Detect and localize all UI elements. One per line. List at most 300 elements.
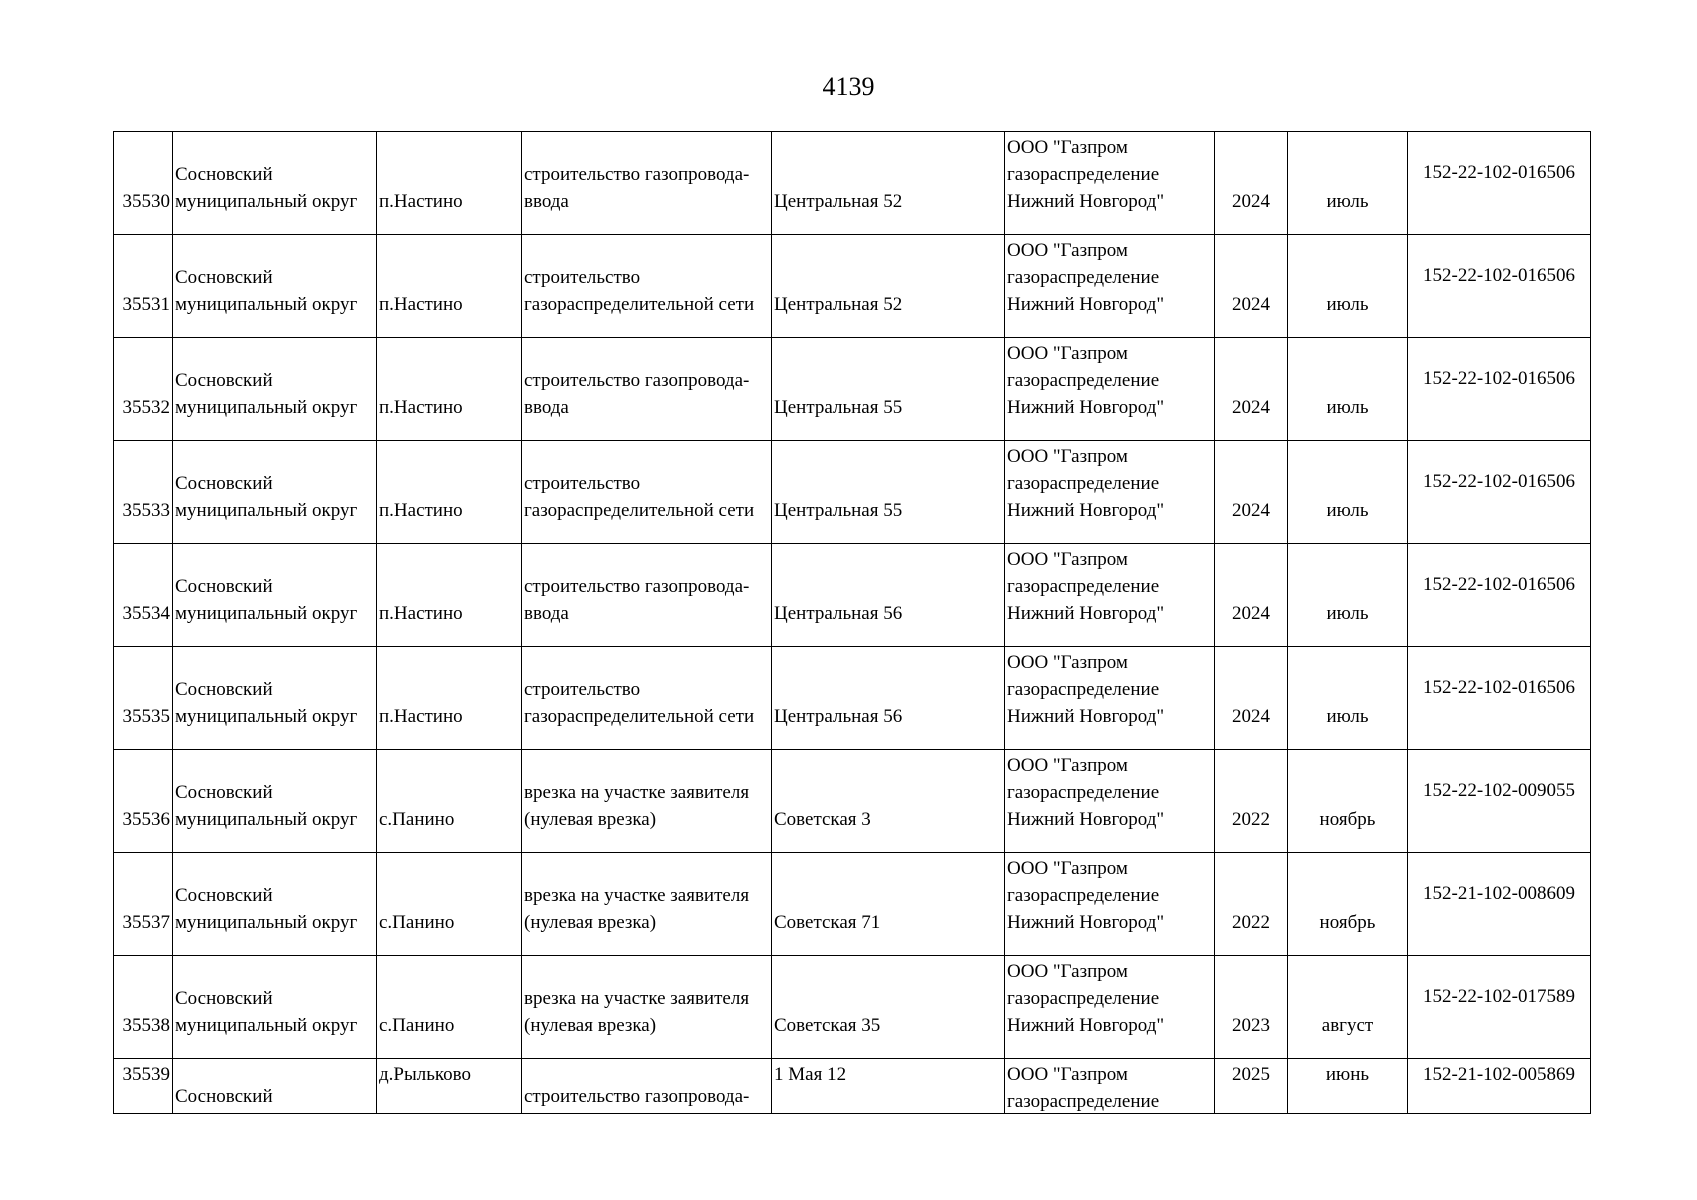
- cell-work-line: (нулевая врезка): [524, 912, 657, 933]
- cell-org-line: ООО "Газпром: [1007, 652, 1128, 673]
- cell-address: [772, 235, 1005, 338]
- cell-work-line: строительство газопровода-: [524, 164, 750, 185]
- cell-address-line: 1 Мая 12: [774, 1064, 847, 1085]
- cell-district: [173, 441, 377, 544]
- table-row: [114, 956, 1591, 1059]
- cell-address-text: [774, 806, 1002, 833]
- cell-locality-line: с.Панино: [379, 1015, 455, 1036]
- cell-locality-line: д.Рыльково: [379, 1064, 472, 1085]
- cell-id: [114, 647, 173, 750]
- table-row: [114, 647, 1591, 750]
- cell-code-text: [1410, 1061, 1588, 1088]
- cell-code: [1408, 338, 1591, 441]
- cell-address-line: Центральная 52: [774, 191, 903, 212]
- cell-locality-text: [379, 909, 519, 936]
- cell-org-line: ООО "Газпром: [1007, 961, 1128, 982]
- cell-org-line: Нижний Новгород": [1007, 1015, 1165, 1036]
- cell-month: [1288, 853, 1408, 956]
- cell-address: [772, 1059, 1005, 1114]
- page-number: 4139: [822, 72, 875, 101]
- cell-org-line: ООО "Газпром: [1007, 549, 1128, 570]
- cell-month-line: июнь: [1325, 1064, 1370, 1085]
- cell-id: [114, 544, 173, 647]
- cell-id: [114, 1059, 173, 1114]
- cell-org-text: [1007, 443, 1212, 524]
- cell-district-text: [175, 779, 374, 833]
- cell-id-line: 35539: [122, 1064, 170, 1085]
- cell-work: [522, 441, 772, 544]
- cell-year-text: [1217, 394, 1285, 421]
- table-row: [114, 441, 1591, 544]
- cell-id-text: [116, 394, 170, 421]
- cell-id: [114, 956, 173, 1059]
- cell-locality: [377, 1059, 522, 1114]
- cell-org-text: [1007, 134, 1212, 215]
- cell-year-text: [1217, 806, 1285, 833]
- cell-code: [1408, 441, 1591, 544]
- cell-month-text: [1290, 600, 1405, 627]
- cell-id: [114, 235, 173, 338]
- cell-district-text: [175, 161, 374, 215]
- cell-year-line: 2024: [1232, 500, 1270, 521]
- cell-district-line: Сосновский: [175, 267, 273, 288]
- cell-month-line: июль: [1326, 603, 1369, 624]
- cell-work: [522, 338, 772, 441]
- cell-district-line: Сосновский: [175, 885, 273, 906]
- cell-district-text: [175, 470, 374, 524]
- cell-district-line: Сосновский: [175, 782, 273, 803]
- cell-work-text: [524, 161, 769, 215]
- cell-org-line: газораспределение: [1007, 370, 1160, 391]
- cell-code-line: 152-22-102-016506: [1423, 265, 1575, 286]
- cell-locality-text: [379, 291, 519, 318]
- cell-work-text: [524, 264, 769, 318]
- cell-district-line: Сосновский: [175, 1086, 273, 1107]
- cell-district-text: [175, 985, 374, 1039]
- cell-org-line: газораспределение: [1007, 473, 1160, 494]
- cell-work: [522, 544, 772, 647]
- cell-locality: [377, 750, 522, 853]
- cell-month: [1288, 956, 1408, 1059]
- cell-locality-line: п.Настино: [379, 603, 463, 624]
- cell-work-text: [524, 882, 769, 936]
- cell-locality: [377, 647, 522, 750]
- cell-org-text: [1007, 237, 1212, 318]
- cell-org-line: Нижний Новгород": [1007, 706, 1165, 727]
- cell-locality-text: [379, 188, 519, 215]
- cell-work-line: (нулевая врезка): [524, 1015, 657, 1036]
- cell-org-line: Нижний Новгород": [1007, 809, 1165, 830]
- cell-month-text: [1290, 291, 1405, 318]
- cell-id-text: [116, 291, 170, 318]
- cell-org-line: ООО "Газпром: [1007, 1064, 1128, 1085]
- cell-district-line: Сосновский: [175, 988, 273, 1009]
- cell-id-line: 35532: [122, 397, 170, 418]
- cell-id-text: [116, 188, 170, 215]
- cell-month: [1288, 750, 1408, 853]
- cell-district-line: муниципальный округ: [175, 397, 358, 418]
- cell-org: [1005, 132, 1215, 235]
- cell-org: [1005, 956, 1215, 1059]
- cell-address-text: [774, 600, 1002, 627]
- cell-locality-line: с.Панино: [379, 912, 455, 933]
- cell-work-line: ввода: [524, 397, 569, 418]
- cell-locality-line: п.Настино: [379, 191, 463, 212]
- table-row: [114, 750, 1591, 853]
- cell-year-line: 2023: [1232, 1015, 1270, 1036]
- cell-year-text: [1217, 600, 1285, 627]
- cell-code-text: [1410, 159, 1588, 186]
- cell-address: [772, 338, 1005, 441]
- cell-district-text: [175, 367, 374, 421]
- cell-district-line: Сосновский: [175, 164, 273, 185]
- cell-locality: [377, 853, 522, 956]
- cell-locality-text: [379, 806, 519, 833]
- cell-year-line: 2024: [1232, 397, 1270, 418]
- cell-org-line: ООО "Газпром: [1007, 343, 1128, 364]
- cell-district: [173, 338, 377, 441]
- cell-work-text: [524, 779, 769, 833]
- cell-district-line: Сосновский: [175, 679, 273, 700]
- cell-year: [1215, 647, 1288, 750]
- cell-district: [173, 544, 377, 647]
- cell-locality: [377, 338, 522, 441]
- cell-work-line: строительство газопровода-: [524, 576, 750, 597]
- cell-district-line: муниципальный округ: [175, 912, 358, 933]
- cell-id: [114, 750, 173, 853]
- cell-id-line: 35536: [122, 809, 170, 830]
- cell-org: [1005, 235, 1215, 338]
- registry-table: [113, 131, 1591, 1114]
- cell-locality-text: [379, 600, 519, 627]
- cell-month: [1288, 441, 1408, 544]
- cell-org-line: Нижний Новгород": [1007, 912, 1165, 933]
- cell-code: [1408, 647, 1591, 750]
- cell-code-line: 152-22-102-016506: [1423, 368, 1575, 389]
- cell-address: [772, 132, 1005, 235]
- cell-code: [1408, 132, 1591, 235]
- cell-work-line: газораспределительной сети: [524, 294, 755, 315]
- cell-org-line: газораспределение: [1007, 782, 1160, 803]
- cell-org-text: [1007, 958, 1212, 1039]
- cell-district-text: [175, 264, 374, 318]
- cell-month-text: [1290, 497, 1405, 524]
- cell-org: [1005, 338, 1215, 441]
- cell-locality-line: п.Настино: [379, 706, 463, 727]
- cell-month-line: июль: [1326, 397, 1369, 418]
- cell-address-line: Советская 71: [774, 912, 881, 933]
- cell-code-line: 152-22-102-016506: [1423, 162, 1575, 183]
- cell-year-text: [1217, 188, 1285, 215]
- cell-code-text: [1410, 983, 1588, 1010]
- cell-district: [173, 647, 377, 750]
- cell-id-text: [116, 806, 170, 833]
- cell-work-text: [524, 573, 769, 627]
- table-row: [114, 853, 1591, 956]
- cell-address-text: [774, 1012, 1002, 1039]
- cell-district-text: [175, 882, 374, 936]
- cell-work: [522, 647, 772, 750]
- cell-address-line: Центральная 55: [774, 500, 903, 521]
- cell-id: [114, 441, 173, 544]
- cell-month-line: август: [1321, 1015, 1374, 1036]
- cell-address: [772, 750, 1005, 853]
- cell-year-line: 2022: [1232, 809, 1270, 830]
- cell-org: [1005, 441, 1215, 544]
- cell-org-line: ООО "Газпром: [1007, 858, 1128, 879]
- cell-work-line: строительство: [524, 473, 641, 494]
- cell-code: [1408, 544, 1591, 647]
- cell-org-line: Нижний Новгород": [1007, 603, 1165, 624]
- cell-work-line: строительство: [524, 267, 641, 288]
- cell-work: [522, 132, 772, 235]
- cell-work-text: [524, 470, 769, 524]
- cell-month-line: ноябрь: [1319, 912, 1376, 933]
- cell-locality: [377, 441, 522, 544]
- cell-district-line: Сосновский: [175, 370, 273, 391]
- cell-district-line: муниципальный округ: [175, 294, 358, 315]
- cell-month-text: [1290, 394, 1405, 421]
- cell-locality-text: [379, 1061, 519, 1088]
- cell-id-line: 35538: [122, 1015, 170, 1036]
- cell-address-text: [774, 394, 1002, 421]
- cell-id-text: [116, 909, 170, 936]
- cell-code-line: 152-22-102-016506: [1423, 677, 1575, 698]
- cell-address: [772, 544, 1005, 647]
- cell-work-line: ввода: [524, 603, 569, 624]
- cell-id-text: [116, 1012, 170, 1039]
- cell-org-line: Нижний Новгород": [1007, 294, 1165, 315]
- cell-month: [1288, 1059, 1408, 1114]
- cell-org-line: газораспределение: [1007, 885, 1160, 906]
- cell-address-line: Центральная 55: [774, 397, 903, 418]
- cell-year-line: 2025: [1232, 1064, 1270, 1085]
- cell-district: [173, 750, 377, 853]
- cell-work: [522, 956, 772, 1059]
- table-row: [114, 132, 1591, 235]
- cell-district-line: муниципальный округ: [175, 603, 358, 624]
- cell-locality-line: п.Настино: [379, 500, 463, 521]
- cell-org-line: газораспределение: [1007, 1091, 1160, 1112]
- cell-month: [1288, 235, 1408, 338]
- cell-address: [772, 956, 1005, 1059]
- cell-code-text: [1410, 571, 1588, 598]
- cell-year: [1215, 1059, 1288, 1114]
- cell-code-text: [1410, 880, 1588, 907]
- cell-year-text: [1217, 703, 1285, 730]
- cell-work: [522, 1059, 772, 1114]
- cell-work-line: врезка на участке заявителя: [524, 988, 750, 1009]
- cell-id: [114, 338, 173, 441]
- cell-work-text: [524, 676, 769, 730]
- cell-district-text: [175, 676, 374, 730]
- cell-year: [1215, 338, 1288, 441]
- cell-address-line: Центральная 56: [774, 603, 903, 624]
- cell-address-text: [774, 909, 1002, 936]
- cell-address-text: [774, 703, 1002, 730]
- cell-code-line: 152-22-102-017589: [1423, 986, 1575, 1007]
- cell-locality-text: [379, 497, 519, 524]
- cell-id-line: 35530: [122, 191, 170, 212]
- cell-year: [1215, 750, 1288, 853]
- cell-org-line: газораспределение: [1007, 576, 1160, 597]
- cell-month-text: [1290, 909, 1405, 936]
- cell-month: [1288, 647, 1408, 750]
- cell-district-line: муниципальный округ: [175, 500, 358, 521]
- cell-code: [1408, 235, 1591, 338]
- cell-district-line: муниципальный округ: [175, 1015, 358, 1036]
- cell-work-text: [524, 1083, 769, 1110]
- cell-code: [1408, 853, 1591, 956]
- cell-work-text: [524, 367, 769, 421]
- cell-district-line: муниципальный округ: [175, 191, 358, 212]
- cell-code-line: 152-21-102-005869: [1423, 1064, 1575, 1085]
- cell-work-text: [524, 985, 769, 1039]
- cell-year-line: 2024: [1232, 706, 1270, 727]
- cell-address: [772, 853, 1005, 956]
- cell-year: [1215, 132, 1288, 235]
- cell-month-text: [1290, 703, 1405, 730]
- table-row: [114, 1059, 1591, 1114]
- cell-org-line: газораспределение: [1007, 164, 1160, 185]
- cell-district: [173, 853, 377, 956]
- cell-work-line: строительство газопровода-: [524, 370, 750, 391]
- cell-locality: [377, 544, 522, 647]
- cell-year: [1215, 235, 1288, 338]
- cell-org-text: [1007, 855, 1212, 936]
- cell-code-line: 152-22-102-016506: [1423, 574, 1575, 595]
- cell-year-text: [1217, 497, 1285, 524]
- cell-district-text: [175, 1083, 374, 1110]
- cell-year-text: [1217, 1012, 1285, 1039]
- cell-id-line: 35535: [122, 706, 170, 727]
- cell-work-line: газораспределительной сети: [524, 500, 755, 521]
- cell-org-line: газораспределение: [1007, 267, 1160, 288]
- cell-code-line: 152-21-102-008609: [1423, 883, 1575, 904]
- cell-district: [173, 1059, 377, 1114]
- cell-work-line: строительство: [524, 679, 641, 700]
- cell-address-text: [774, 188, 1002, 215]
- cell-month-text: [1290, 188, 1405, 215]
- cell-code-line: 152-22-102-009055: [1423, 780, 1575, 801]
- cell-work-line: (нулевая врезка): [524, 809, 657, 830]
- cell-code: [1408, 750, 1591, 853]
- cell-org-text: [1007, 1061, 1212, 1114]
- cell-org-line: Нижний Новгород": [1007, 191, 1165, 212]
- cell-id-text: [116, 703, 170, 730]
- cell-code: [1408, 956, 1591, 1059]
- cell-month-text: [1290, 1012, 1405, 1039]
- cell-id-text: [116, 600, 170, 627]
- cell-org: [1005, 750, 1215, 853]
- cell-id: [114, 132, 173, 235]
- cell-work: [522, 853, 772, 956]
- cell-org-line: ООО "Газпром: [1007, 755, 1128, 776]
- cell-year: [1215, 544, 1288, 647]
- cell-work-line: строительство газопровода-: [524, 1086, 750, 1107]
- cell-work-line: ввода: [524, 191, 569, 212]
- cell-month: [1288, 338, 1408, 441]
- cell-code-text: [1410, 365, 1588, 392]
- cell-year: [1215, 956, 1288, 1059]
- cell-id: [114, 853, 173, 956]
- cell-year-line: 2024: [1232, 603, 1270, 624]
- cell-code-text: [1410, 468, 1588, 495]
- cell-org-line: Нижний Новгород": [1007, 397, 1165, 418]
- cell-id-line: 35537: [122, 912, 170, 933]
- cell-org-line: газораспределение: [1007, 988, 1160, 1009]
- cell-code-text: [1410, 777, 1588, 804]
- cell-org: [1005, 853, 1215, 956]
- cell-locality-text: [379, 1012, 519, 1039]
- cell-work-line: газораспределительной сети: [524, 706, 755, 727]
- cell-year: [1215, 441, 1288, 544]
- cell-year-line: 2022: [1232, 912, 1270, 933]
- cell-org-text: [1007, 649, 1212, 730]
- cell-work-line: врезка на участке заявителя: [524, 885, 750, 906]
- cell-work: [522, 235, 772, 338]
- cell-org-line: ООО "Газпром: [1007, 137, 1128, 158]
- table-row: [114, 235, 1591, 338]
- cell-locality: [377, 132, 522, 235]
- cell-org-line: ООО "Газпром: [1007, 446, 1128, 467]
- cell-year-text: [1217, 909, 1285, 936]
- cell-address: [772, 647, 1005, 750]
- cell-org: [1005, 544, 1215, 647]
- cell-id-line: 35534: [122, 603, 170, 624]
- cell-month-text: [1290, 1061, 1405, 1088]
- cell-org-line: газораспределение: [1007, 679, 1160, 700]
- cell-month: [1288, 544, 1408, 647]
- cell-address-line: Советская 35: [774, 1015, 881, 1036]
- cell-org-text: [1007, 546, 1212, 627]
- table-row: [114, 544, 1591, 647]
- cell-month-line: ноябрь: [1319, 809, 1376, 830]
- cell-district: [173, 956, 377, 1059]
- cell-month-line: июль: [1326, 500, 1369, 521]
- cell-code-text: [1410, 262, 1588, 289]
- cell-locality: [377, 235, 522, 338]
- cell-address-line: Советская 3: [774, 809, 871, 830]
- cell-org-line: ООО "Газпром: [1007, 240, 1128, 261]
- table-row: [114, 338, 1591, 441]
- cell-district-text: [175, 573, 374, 627]
- cell-month-text: [1290, 806, 1405, 833]
- cell-org: [1005, 647, 1215, 750]
- cell-locality-text: [379, 394, 519, 421]
- cell-locality-line: с.Панино: [379, 809, 455, 830]
- cell-year-line: 2024: [1232, 191, 1270, 212]
- cell-month-line: июль: [1326, 191, 1369, 212]
- cell-year-text: [1217, 1061, 1285, 1088]
- cell-year: [1215, 853, 1288, 956]
- cell-code-line: 152-22-102-016506: [1423, 471, 1575, 492]
- cell-org-line: Нижний Новгород": [1007, 500, 1165, 521]
- cell-org-text: [1007, 752, 1212, 833]
- cell-district-line: муниципальный округ: [175, 706, 358, 727]
- cell-address-text: [774, 1061, 1002, 1088]
- cell-district: [173, 235, 377, 338]
- cell-locality-line: п.Настино: [379, 397, 463, 418]
- cell-year-text: [1217, 291, 1285, 318]
- cell-locality: [377, 956, 522, 1059]
- cell-address-line: Центральная 56: [774, 706, 903, 727]
- cell-id-line: 35531: [122, 294, 170, 315]
- cell-district-line: Сосновский: [175, 473, 273, 494]
- cell-district-line: Сосновский: [175, 576, 273, 597]
- cell-address-text: [774, 497, 1002, 524]
- cell-id-text: [116, 1061, 170, 1088]
